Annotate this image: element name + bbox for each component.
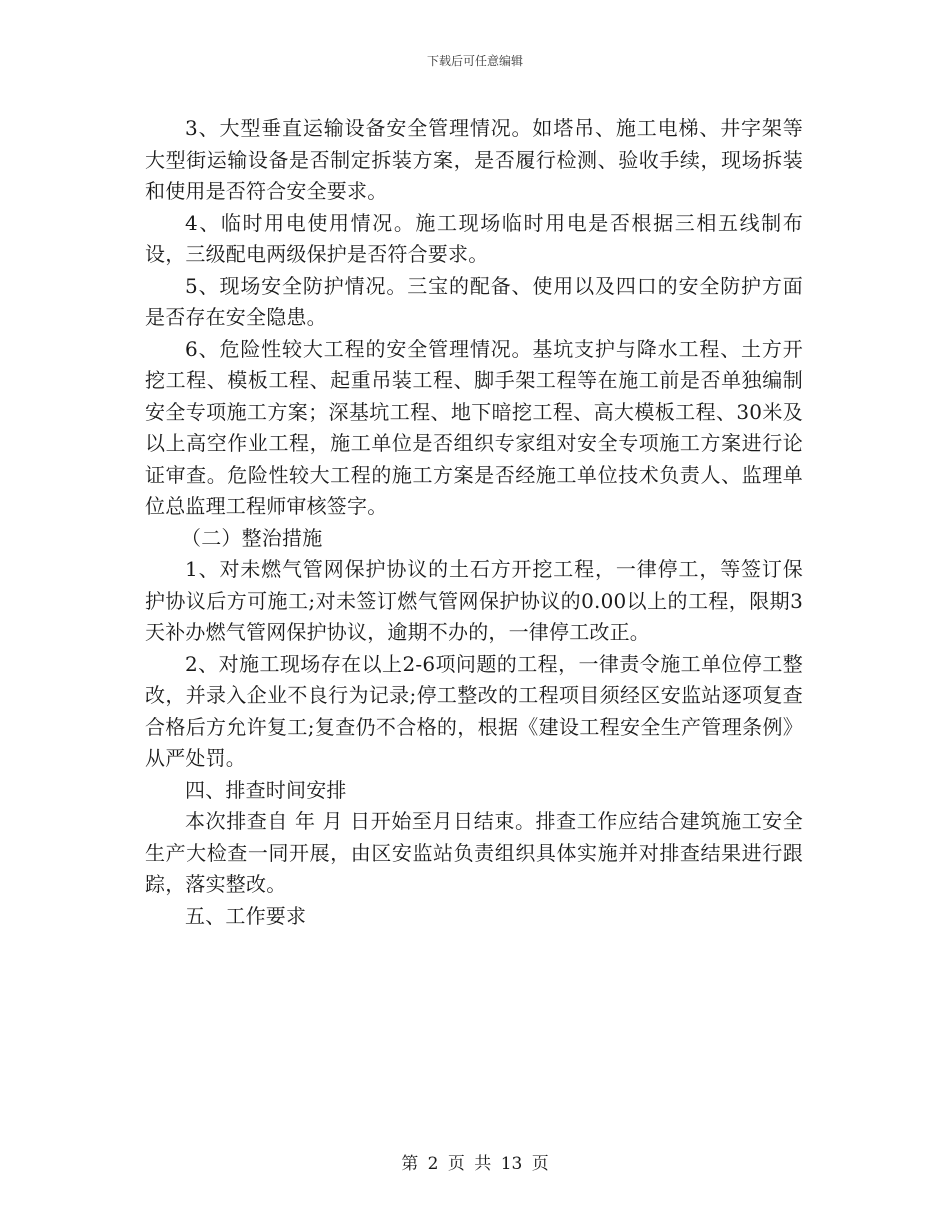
paragraph-schedule: 本次排查自 年 月 日开始至月日结束。排查工作应结合建筑施工安全生产大检查一同开展，由区安监站负责组织具体实施并对排查结果进行跟踪，落实整改。 [145, 809, 803, 896]
paragraph-item-3: 3、大型垂直运输设备安全管理情况。如塔吊、施工电梯、井字架等大型街运输设备是否制定拆装方案，是否履行检测、验收手续，现场拆装和使用是否符合安全要求。 [145, 116, 803, 203]
paragraph-measure-2: 2、对施工现场存在以上2-6项问题的工程，一律责令施工单位停工整改，并录入企业不良行为记录;停工整改的工程项目须经区安监站逐项复查合格后方允许复工;复查仍不合格的，根据《建设工程安全生产管理条例》从严处罚。 [145, 651, 803, 770]
section-heading-requirements: 五、工作要求 [185, 903, 307, 928]
page-header: 下载后可任意编辑 [426, 54, 523, 68]
paragraph-measure-1: 1、对未燃气管网保护协议的土石方开挖工程，一律停工，等签订保护协议后方可施工;对未签订燃气管网保护协议的0.00以上的工程，限期3天补办燃气管网保护协议，逾期不办的，一律停工改正。 [145, 557, 803, 644]
paragraph-item-6: 6、危险性较大工程的安全管理情况。基坑支护与降水工程、土方开挖工程、模板工程、起重吊装工程、脚手架工程等在施工前是否单独编制安全专项施工方案；深基坑工程、地下暗挖工程、高大模板工程、30米及以上高空作业工程，施工单位是否组织专家组对安全专项施工方案进行论证审查。危险性较大工程的施工方案是否经施工单位技术负责人、监理单位总监理工程师审核签字。 [145, 336, 803, 518]
paragraph-item-4: 4、临时用电使用情况。施工现场临时用电是否根据三相五线制布设，三级配电两级保护是否符合要求。 [145, 210, 803, 266]
paragraph-item-5: 5、现场安全防护情况。三宝的配备、使用以及四口的安全防护方面是否存在安全隐患。 [145, 273, 803, 329]
document-body [145, 113, 803, 932]
page-footer: 第 2 页 共 13 页 [401, 1154, 549, 1174]
section-heading-schedule: 四、排查时间安排 [185, 777, 347, 802]
section-heading-measures: （二）整治措施 [181, 525, 323, 550]
